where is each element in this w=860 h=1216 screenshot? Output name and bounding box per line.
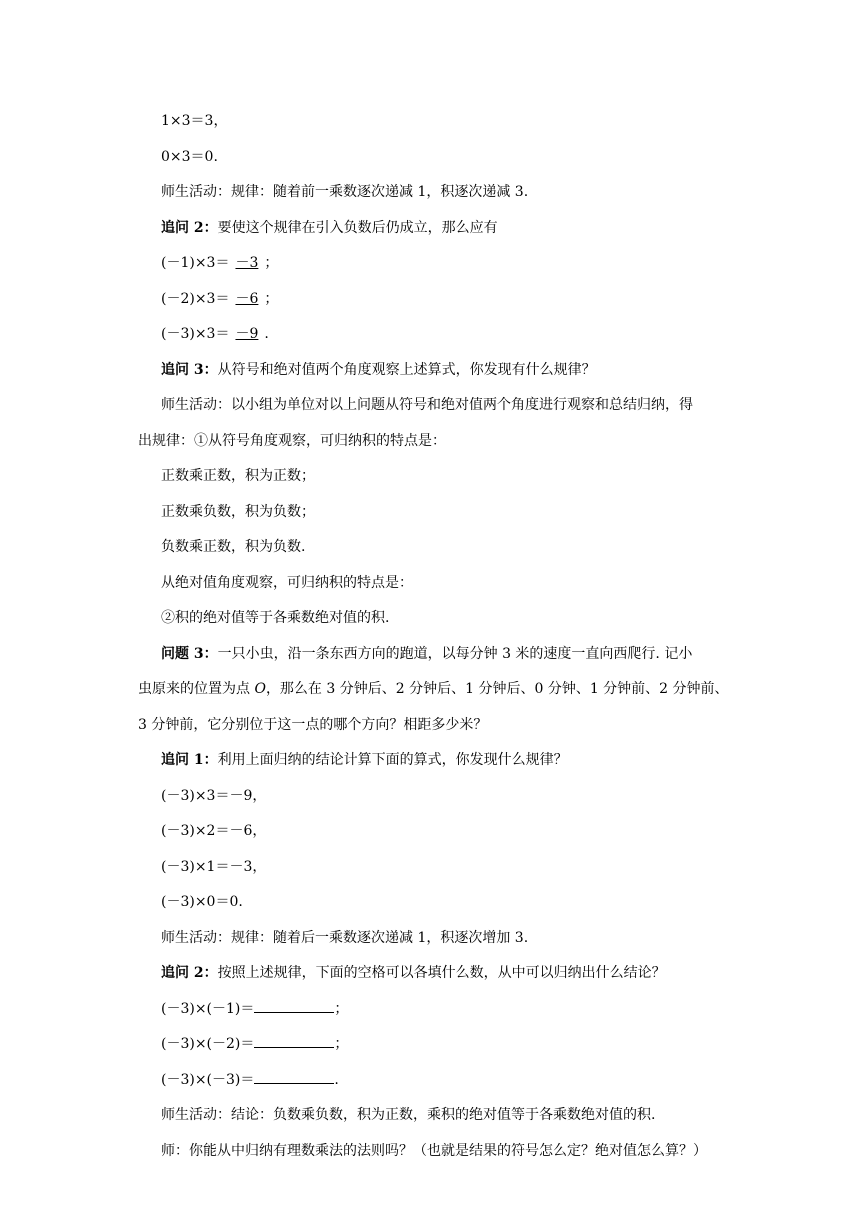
activity-text: 师生活动：结论：负数乘负数，积为正数，乘积的绝对值等于各乘数绝对值的积.: [161, 1107, 656, 1123]
rule-line: [138, 566, 738, 602]
equation-text: (－3)×3＝－9，: [161, 787, 267, 804]
equation-line: [138, 1063, 738, 1099]
punctuation: .: [264, 326, 269, 342]
problem-text: 虫原来的位置为点: [138, 681, 255, 697]
punctuation: ；: [334, 1000, 349, 1017]
problem-text: 3 分钟前，它分别位于这一点的哪个方向？相距多少米？: [138, 716, 488, 733]
activity-text: 师生活动：规律：随着后一乘数逐次递减 1，积逐次增加 3.: [161, 929, 529, 946]
equation-text: (－3)×1＝－3，: [161, 858, 267, 875]
followup-label: 追问 3：: [161, 361, 218, 378]
punctuation: ；: [264, 255, 279, 271]
problem-question: [138, 672, 738, 708]
rule-line: [138, 459, 738, 495]
activity-line: [138, 175, 738, 211]
activity-line: [138, 1098, 738, 1134]
activity-line: [138, 424, 738, 460]
followup-question: [138, 353, 738, 389]
activity-text: 师生活动：以小组为单位对以上问题从符号和绝对值两个角度进行观察和总结归纳，得: [161, 397, 693, 413]
equation-text: (－3)×(－3)＝: [161, 1071, 255, 1088]
equation-text: 0×3＝0.: [161, 148, 218, 165]
equation-line: [138, 282, 738, 318]
filled-answer: －9: [235, 326, 259, 342]
rule-line: [138, 601, 738, 637]
followup-label: 追问 2：: [161, 965, 218, 981]
problem-question: [138, 708, 738, 744]
punctuation: ；: [334, 1036, 349, 1052]
answer-blank[interactable]: [254, 998, 334, 1013]
equation-line: [138, 104, 738, 140]
followup-question: [138, 956, 738, 992]
rule-text: 正数乘正数，积为正数；: [161, 468, 315, 484]
followup-label: 追问 2：: [161, 219, 218, 236]
followup-text: 按照上述规律，下面的空格可以各填什么数，从中可以归纳出什么结论？: [217, 965, 666, 981]
equation-line: [138, 140, 738, 176]
activity-text: 出规律：①从符号角度观察，可归纳积的特点是：: [138, 432, 446, 449]
equation-line: [138, 814, 738, 850]
activity-line: [138, 921, 738, 957]
teacher-text: 师：你能从中归纳有理数乘法的法则吗？（也就是结果的符号怎么定？绝对值怎么算？）: [161, 1142, 707, 1159]
equation-line: [138, 779, 738, 815]
equation-text: 1×3＝3，: [161, 113, 228, 129]
activity-line: [138, 388, 738, 424]
equation-text: (－3)×3＝: [161, 326, 230, 342]
teacher-question: [138, 1134, 738, 1170]
followup-text: 利用上面归纳的结论计算下面的算式，你发现什么规律？: [217, 752, 568, 768]
rule-line: [138, 495, 738, 531]
problem-text: ，那么在 3 分钟后、2 分钟后、1 分钟后、0 分钟、1 分钟前、2 分钟前、: [265, 681, 729, 697]
filled-answer: －6: [235, 290, 259, 307]
followup-text: 要使这个规律在引入负数后仍成立，那么应有: [217, 219, 498, 236]
equation-line: [138, 885, 738, 921]
rule-text: 从绝对值角度观察，可归纳积的特点是：: [161, 574, 413, 591]
problem-question: [138, 637, 738, 673]
activity-label: 师生活动：: [161, 184, 231, 200]
rule-text: 负数乘正数，积为负数.: [161, 539, 306, 555]
equation-text: (－3)×2＝－6，: [161, 823, 267, 839]
punctuation: .: [334, 1071, 339, 1088]
answer-blank[interactable]: [254, 1069, 334, 1084]
followup-question: [138, 211, 738, 247]
rule-line: [138, 530, 738, 566]
equation-line: [138, 317, 738, 353]
point-variable: O: [254, 681, 266, 697]
equation-line: [138, 992, 738, 1028]
equation-line: [138, 1027, 738, 1063]
equation-text: (－3)×(－1)＝: [161, 1000, 255, 1017]
followup-label: 追问 1：: [161, 752, 218, 768]
followup-question: [138, 743, 738, 779]
answer-blank[interactable]: [254, 1033, 334, 1048]
document-body: [138, 104, 738, 1169]
followup-text: 从符号和绝对值两个角度观察上述算式，你发现有什么规律？: [217, 361, 596, 378]
activity-text: 规律：随着前一乘数逐次递减 1，积逐次递减 3.: [231, 184, 529, 200]
problem-label: 问题 3：: [161, 645, 218, 662]
equation-text: (－3)×(－2)＝: [161, 1036, 255, 1052]
rule-text: ②积的绝对值等于各乘数绝对值的积.: [161, 610, 390, 626]
punctuation: ；: [264, 290, 279, 307]
problem-text: 一只小虫，沿一条东西方向的跑道，以每分钟 3 米的速度一直向西爬行. 记小: [217, 645, 693, 662]
equation-line: [138, 246, 738, 282]
equation-text: (－1)×3＝: [161, 255, 230, 271]
equation-text: (－2)×3＝: [161, 290, 230, 307]
equation-line: [138, 850, 738, 886]
filled-answer: －3: [235, 255, 259, 271]
equation-text: (－3)×0＝0.: [161, 894, 243, 910]
rule-text: 正数乘负数，积为负数；: [161, 503, 315, 520]
